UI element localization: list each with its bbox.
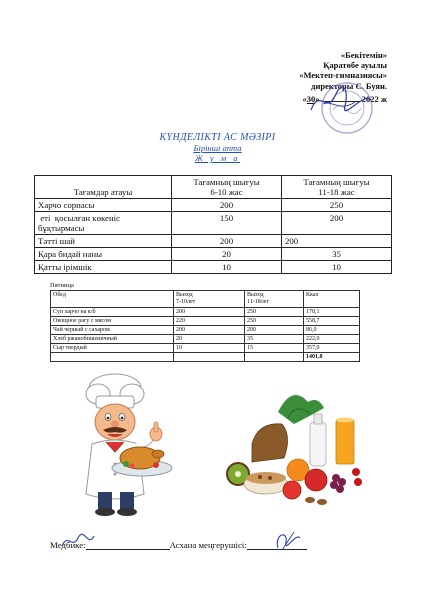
portion-6-10: 150 <box>172 212 282 235</box>
nurse-label: Медбике: <box>50 540 86 550</box>
portion-11-18: 200 <box>282 235 392 248</box>
signature-row <box>50 540 390 550</box>
approval-line-3: «Мектеп-гимназиясы» <box>299 70 387 81</box>
week-label: Бірінші апта <box>193 143 242 153</box>
output-11-18: 35 <box>245 335 304 344</box>
nutrition-day-label: Пятница <box>50 282 74 289</box>
output-7-10: 200 <box>174 308 245 317</box>
kcal: 558,7 <box>304 317 360 326</box>
menu-table <box>34 175 392 274</box>
portion-6-10: 200 <box>172 235 282 248</box>
dish-name: Тәтті шай <box>35 235 172 248</box>
total-empty-1 <box>51 353 174 362</box>
table-row <box>51 344 360 353</box>
header-portion-6-10 <box>172 176 282 199</box>
dish: Суп харчо на к/б <box>51 308 174 317</box>
header-output-11-18-line2: 11-18лет <box>247 298 270 305</box>
approval-line-4: директоры С. Буян. <box>311 80 387 91</box>
dish-name: Қара бидай наны <box>35 248 172 261</box>
header-portion-11-18-line2: 11-18 жас <box>318 187 355 197</box>
portion-6-10: 10 <box>172 261 282 274</box>
kcal: 357,0 <box>304 344 360 353</box>
total-row <box>51 353 360 362</box>
table-row <box>35 235 392 248</box>
dish-name: еті қосылған көкеніс бұқтырмасы <box>35 212 172 235</box>
header-portion-11-18 <box>282 176 392 199</box>
output-11-18: 15 <box>245 344 304 353</box>
portion-11-18: 250 <box>282 199 392 212</box>
output-7-10: 220 <box>174 317 245 326</box>
nurse-signature-line <box>86 549 170 550</box>
kcal: 86,0 <box>304 326 360 335</box>
output-11-18: 200 <box>245 326 304 335</box>
approval-line-2: Қаратөбе ауылы <box>323 60 387 71</box>
total-empty-2 <box>174 353 245 362</box>
page-title: КҮНДЕЛІКТІ АС МӘЗІРІ <box>159 132 276 143</box>
nurse-signature-icon <box>58 530 98 552</box>
header-output-7-10-line2: 7-10лет <box>176 298 196 305</box>
nutrition-table-header <box>51 291 360 308</box>
portion-11-18: 10 <box>282 261 392 274</box>
header-output-11-18 <box>245 291 304 308</box>
header-output-11-18-line1: Выход <box>247 291 264 298</box>
header-output-7-10 <box>174 291 245 308</box>
header-portion-6-10-line1: Тағамның шығуы <box>193 177 260 187</box>
output-7-10: 200 <box>174 326 245 335</box>
dish-name: Харчо сорпасы <box>35 199 172 212</box>
dish-name: Қатты ірімшік <box>35 261 172 274</box>
header-kcal: Ккал <box>304 291 360 308</box>
portion-6-10: 20 <box>172 248 282 261</box>
header-output-7-10-line1: Выход <box>176 291 193 298</box>
table-row <box>51 317 360 326</box>
output-7-10: 20 <box>174 335 245 344</box>
kitchen-head-signature-icon <box>272 528 304 554</box>
date-quote-close: » <box>315 93 320 104</box>
approval-line-1: «Бекітемін» <box>340 50 387 60</box>
output-11-18: 250 <box>245 317 304 326</box>
table-row <box>51 335 360 344</box>
total-empty-3 <box>245 353 304 362</box>
portion-11-18: 35 <box>282 248 392 261</box>
table-row <box>51 308 360 317</box>
healthy-food-icon <box>218 382 368 512</box>
menu-title-block <box>0 132 435 163</box>
output-7-10: 10 <box>174 344 245 353</box>
date-year: 2022 ж <box>361 93 387 104</box>
header-dish: Обед <box>51 291 174 308</box>
portion-11-18: 200 <box>282 212 392 235</box>
menu-table-header <box>35 176 392 199</box>
table-row <box>51 326 360 335</box>
chef-icon <box>70 372 190 517</box>
header-portion-6-10-line2: 6-10 жас <box>210 187 243 197</box>
table-row <box>35 199 392 212</box>
dish: Чай черный с сахаром <box>51 326 174 335</box>
output-11-18: 250 <box>245 308 304 317</box>
day-label-kz: Ж у м а <box>194 153 241 163</box>
table-row <box>35 248 392 261</box>
table-row <box>35 212 392 235</box>
table-row <box>35 261 392 274</box>
kcal-total: 1401,8 <box>304 353 360 362</box>
header-portion-11-18-line1: Тағамның шығуы <box>303 177 370 187</box>
kcal: 178,1 <box>304 308 360 317</box>
dish: Овощное рагу с мясом <box>51 317 174 326</box>
header-dish-name: Тағамдар атауы <box>35 176 172 199</box>
portion-6-10: 200 <box>172 199 282 212</box>
kitchen-head-label: Асхана меңгерушісі: <box>169 540 247 550</box>
director-signature-icon <box>305 84 377 118</box>
date-quote-open: « <box>302 93 307 104</box>
dish: Хлеб ржанобпшеничный <box>51 335 174 344</box>
kcal: 222,0 <box>304 335 360 344</box>
nutrition-table <box>50 290 360 362</box>
date-day: 30 <box>306 93 316 104</box>
dish: Сыр твердый <box>51 344 174 353</box>
